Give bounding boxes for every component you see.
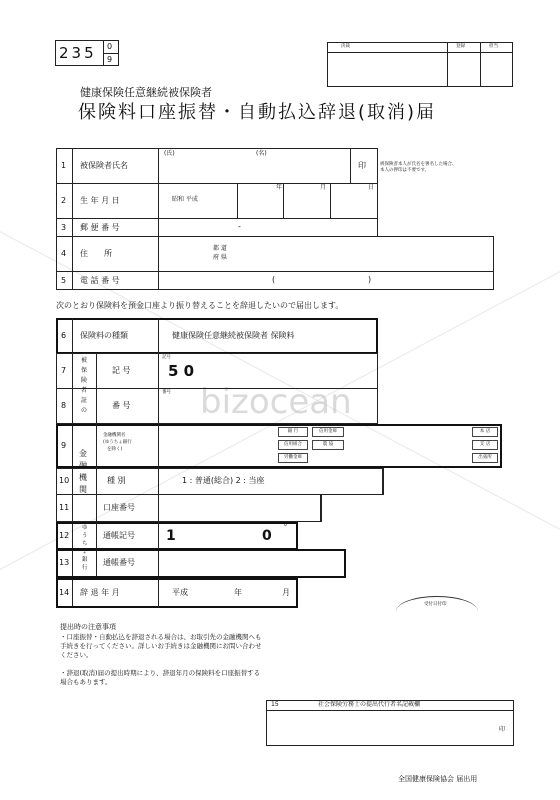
- bank-name-label-1: 金融機関名: [103, 433, 126, 438]
- row-13-label: 通帳番号: [103, 558, 135, 567]
- birth-date-field[interactable]: [238, 192, 376, 216]
- seal-note-1: 被保険者本人が氏名を署名した場合、: [380, 162, 457, 167]
- row-14-label: 辞 退 年 月: [80, 588, 120, 597]
- symbol-tag: 記号: [162, 355, 171, 360]
- row-8-no: 8: [61, 401, 67, 410]
- given-name-field[interactable]: [256, 158, 346, 180]
- footer: 全国健康保険協会 届出用: [398, 775, 478, 783]
- declaration-sentence: 次のとおり保険料を預金口座より振り替えることを辞退したいので届出します。: [56, 301, 344, 310]
- row-5-label: 電 話 番 号: [80, 276, 120, 285]
- row-6-no: 6: [61, 331, 67, 340]
- approval-left: 決裁: [341, 44, 350, 49]
- seal-mark: 印: [358, 161, 366, 170]
- row-3-no: 3: [61, 223, 67, 232]
- phone-paren-open: (: [272, 275, 276, 284]
- row-7: [56, 353, 378, 389]
- branch-type-sub[interactable]: 出張所: [472, 453, 498, 463]
- note-line-1: ・口座振替・自動払込を辞退される場合は、お取引先の金融機関へも: [60, 633, 262, 641]
- row-2-no: 2: [61, 196, 67, 205]
- row-11-label: 口座番号: [103, 503, 135, 512]
- address-field[interactable]: [160, 238, 490, 270]
- passbook-number-field[interactable]: [162, 552, 342, 574]
- insured-card-side: 被保険者証の: [81, 357, 88, 414]
- agent-no: 15: [271, 701, 279, 708]
- row-3-label: 郵 便 番 号: [80, 223, 120, 232]
- row-5-no: 5: [61, 276, 67, 285]
- bank-type-shinkumi[interactable]: 信用組合: [278, 440, 308, 450]
- notes-heading: 提出時の注意事項: [60, 623, 116, 631]
- withdraw-era: 平成: [172, 588, 188, 597]
- account-number-field[interactable]: [162, 497, 318, 519]
- branch-type-head[interactable]: 本 店: [472, 427, 498, 437]
- birth-era: 昭和 平成: [172, 196, 198, 203]
- receipt-stamp-area: [396, 596, 478, 627]
- form-code-main: 235: [59, 44, 97, 62]
- birth-day-unit: 日: [368, 184, 375, 191]
- bank-type-rokin[interactable]: 労働金庫: [278, 453, 308, 463]
- row-12-no: 12: [59, 531, 70, 540]
- note-line-5: 場合もあります。: [60, 678, 112, 686]
- phone-field[interactable]: [160, 272, 490, 289]
- receipt-stamp-label: 受付日付印: [424, 602, 447, 607]
- seal-note-2: 本人の押印は不要です。: [380, 168, 430, 173]
- branch-name-field[interactable]: [350, 428, 470, 464]
- birth-month-unit: 月: [320, 184, 327, 191]
- birth-year-unit: 年: [276, 184, 283, 191]
- number-tag: 番号: [162, 390, 171, 395]
- surname-tag: (氏): [164, 150, 175, 157]
- agent-seal: 印: [499, 726, 506, 733]
- form-code-bottom: 9: [107, 55, 113, 64]
- approval-mid: 登録: [456, 44, 465, 49]
- postal-code-field[interactable]: [160, 219, 375, 236]
- bank-name-label-2: (ゆうちょ銀行: [103, 440, 132, 445]
- watermark: bizocean: [200, 382, 352, 422]
- note-line-2: 手続きを行ってください。詳しいお手続きは金融機関にお問い合わせ: [60, 642, 262, 650]
- page-title: 保険料口座振替・自動払込辞退(取消)届: [78, 102, 437, 123]
- given-name-tag: (名): [256, 150, 267, 157]
- premium-type-value: 健康保険任意継続被保険者 保険料: [172, 331, 295, 340]
- symbol-value[interactable]: 5 0: [168, 362, 195, 380]
- row-1-label: 被保険者氏名: [80, 161, 128, 170]
- withdraw-year-unit: 年: [234, 588, 242, 597]
- bank-side: 金融機関: [79, 449, 87, 494]
- row-13-no: 13: [59, 558, 70, 567]
- row-10-no: 10: [59, 476, 70, 485]
- bank-name-field[interactable]: [162, 428, 272, 464]
- row-1-no: 1: [61, 161, 67, 170]
- row-9-no: 9: [61, 441, 67, 450]
- withdraw-month-unit: 月: [282, 588, 290, 597]
- agent-field[interactable]: [268, 712, 488, 744]
- row-4-label: 住 所: [80, 249, 112, 258]
- note-line-3: ください。: [60, 651, 93, 659]
- row-2-label: 生 年 月 日: [80, 196, 120, 205]
- row-4-no: 4: [61, 249, 67, 258]
- row-10-label: 種 別: [107, 476, 126, 485]
- yucho-side: ゆうちょ銀行: [82, 525, 88, 571]
- prefecture-label-2: 府 県: [213, 254, 227, 261]
- account-type-options[interactable]: 1 : 普通(総合) 2 : 当座: [182, 476, 265, 485]
- branch-type-branch[interactable]: 支 店: [472, 440, 498, 450]
- postal-dash: -: [238, 222, 241, 231]
- surname-field[interactable]: [164, 158, 244, 180]
- row-14-no: 14: [59, 588, 70, 597]
- passbook-symbol-first[interactable]: 1: [166, 528, 176, 544]
- row-11-no: 11: [59, 503, 70, 512]
- phone-paren-close: ): [368, 275, 372, 284]
- row-8-label: 番 号: [112, 401, 131, 410]
- passbook-symbol-small: 0: [284, 523, 287, 528]
- row-7-no: 7: [61, 366, 67, 375]
- row-12-label: 通帳記号: [103, 531, 135, 540]
- row-6-label: 保険料の種類: [80, 331, 128, 340]
- insured-number-field[interactable]: [162, 398, 374, 420]
- passbook-symbol-last[interactable]: 0: [262, 528, 272, 544]
- note-line-4: ・辞退(取消)届の提出時期により、辞退年月の保険料を口座振替する: [60, 669, 261, 677]
- form-code-top: 0: [107, 42, 113, 51]
- approval-box: [327, 42, 513, 87]
- approval-right: 担当: [489, 44, 498, 49]
- bank-type-shinkin[interactable]: 信用金庫: [312, 427, 344, 437]
- bank-type-nokyo[interactable]: 農 協: [312, 440, 344, 450]
- bank-name-label-3: を除く): [107, 447, 123, 452]
- bank-type-bank[interactable]: 銀 行: [278, 427, 308, 437]
- row-7-label: 記 号: [112, 366, 131, 375]
- agent-label: 社会保険労務士の提出代行者名記載欄: [318, 701, 421, 708]
- title-line1: 健康保険任意継続被保険者: [80, 86, 212, 99]
- prefecture-label-1: 都 道: [213, 245, 227, 252]
